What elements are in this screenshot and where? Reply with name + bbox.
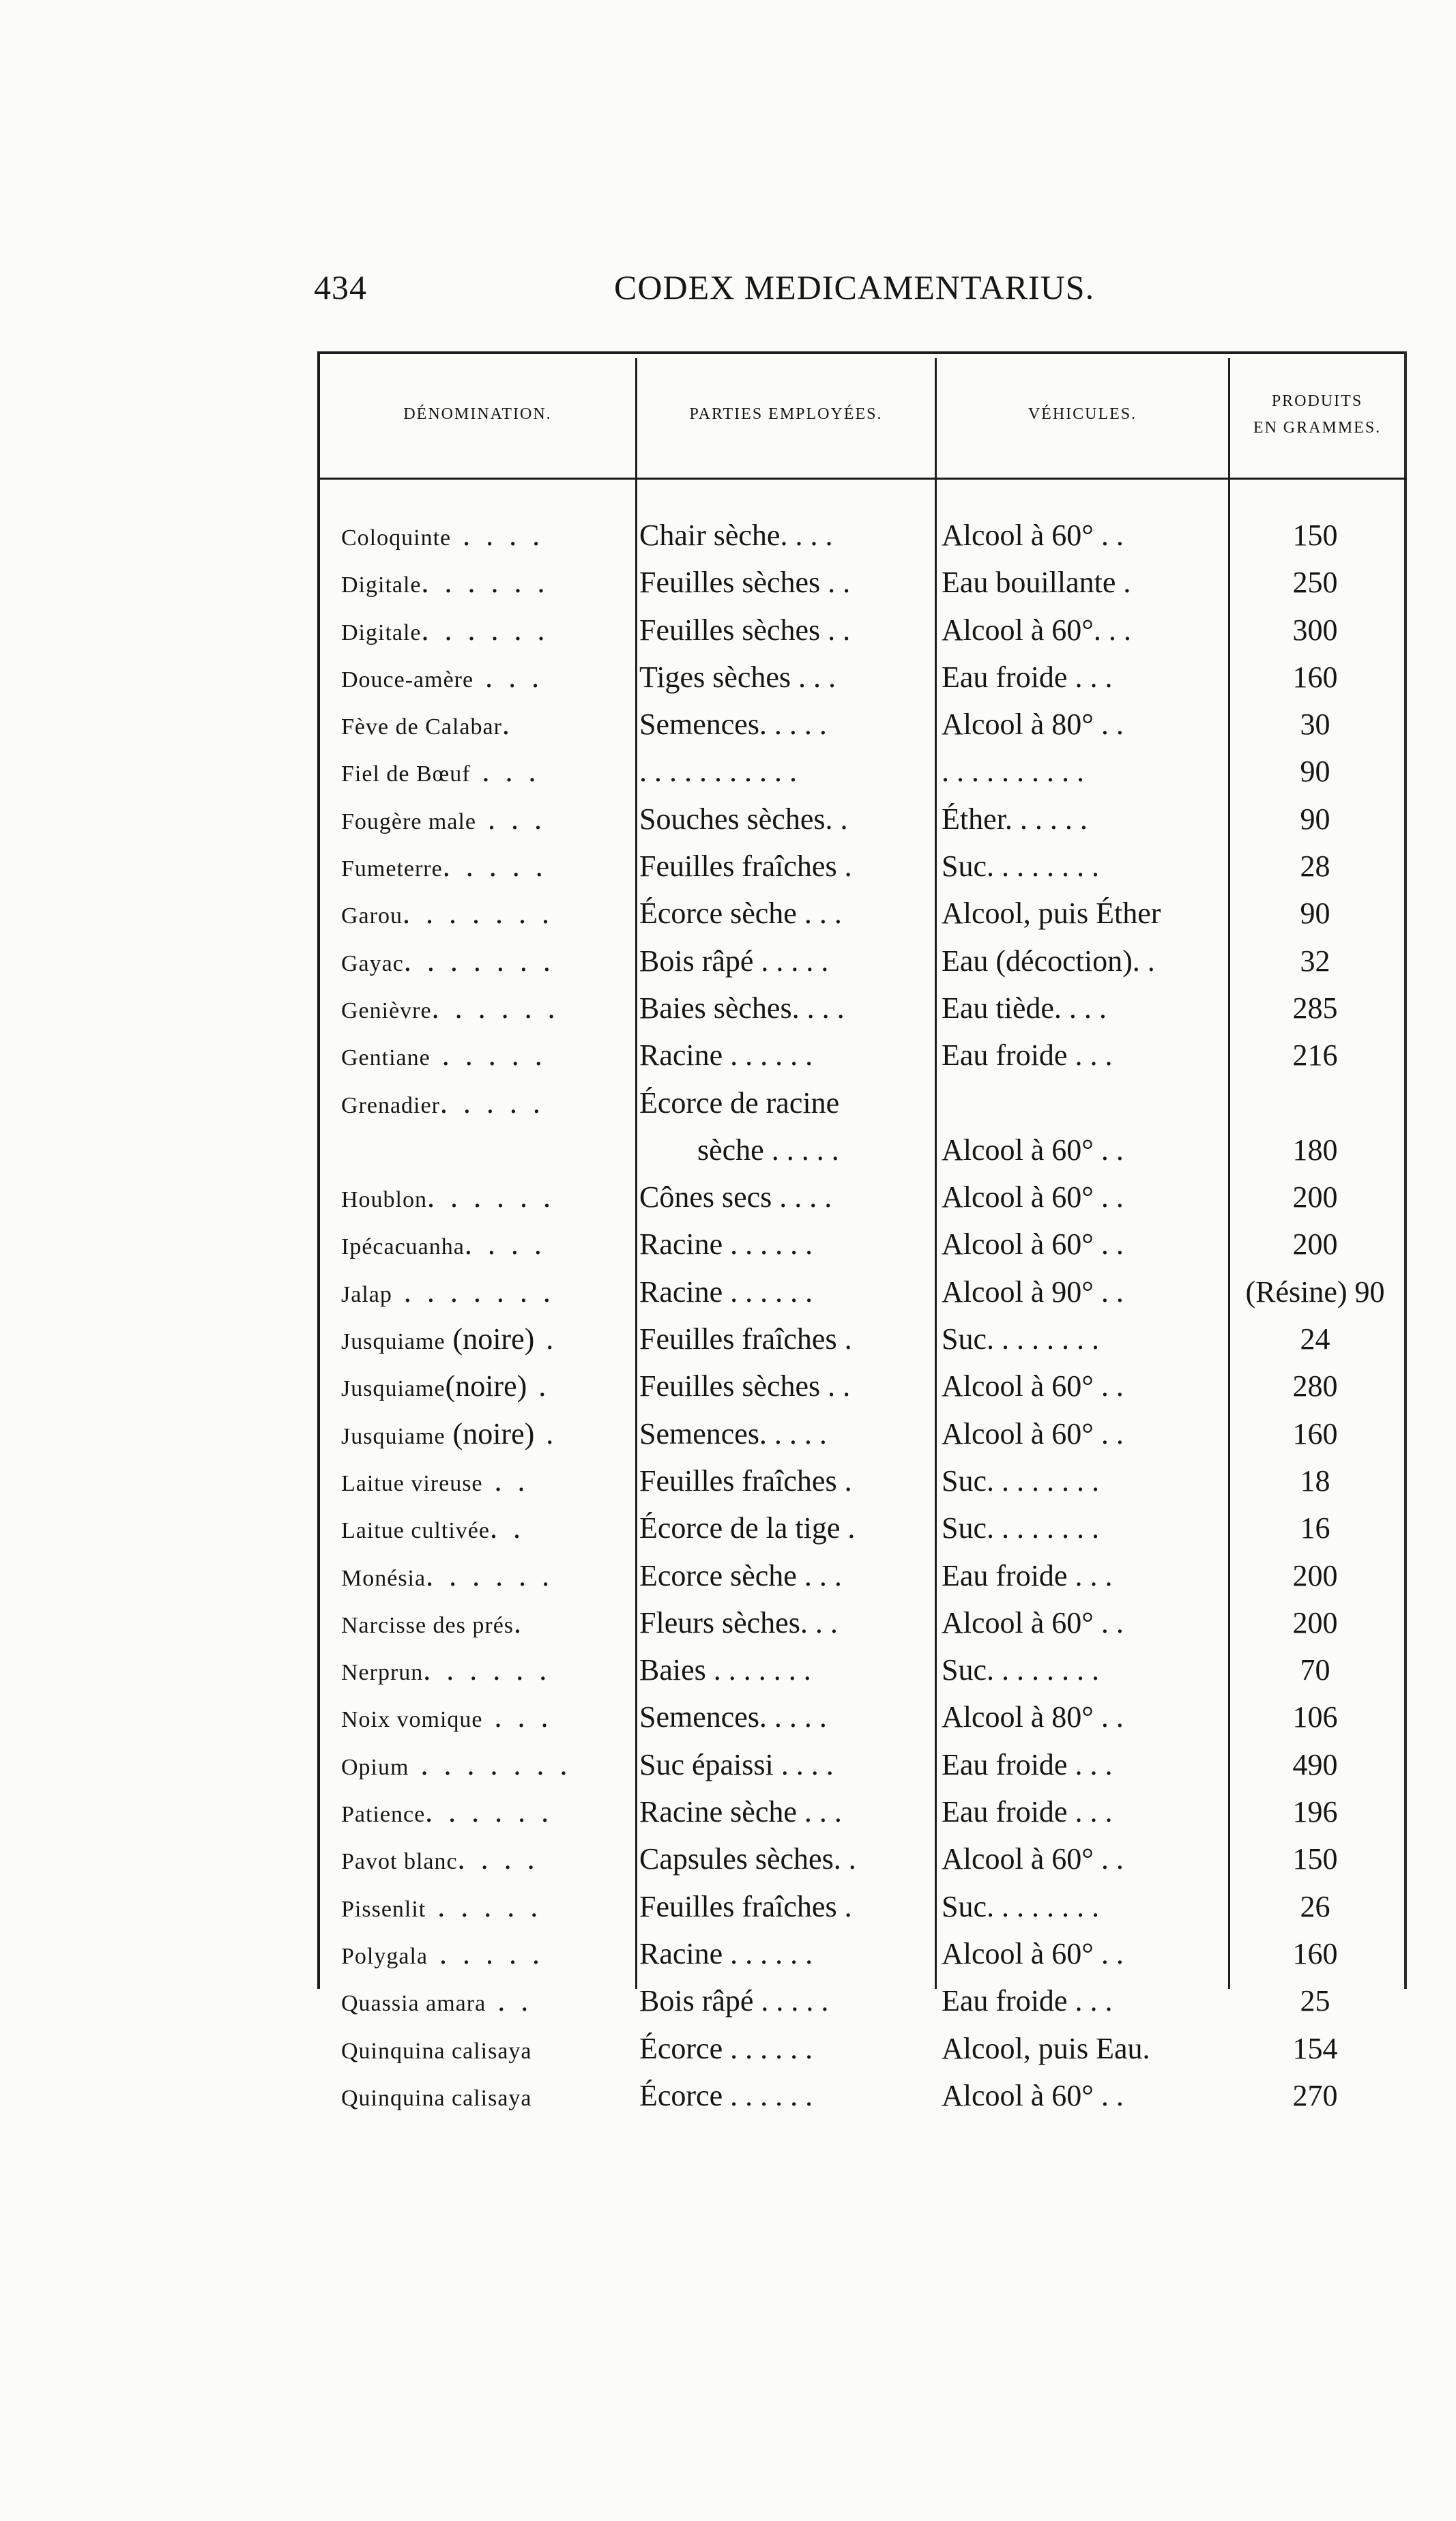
parties-cell: Écorce de racine	[639, 1085, 840, 1120]
table-row	[317, 1883, 1407, 1930]
denomination-name: Genièvre	[341, 997, 432, 1023]
parties-cell: Racine . . . . . .	[639, 1936, 813, 1970]
product-cell: (Résine) 90	[1245, 1274, 1385, 1309]
vehicle-cell: Suc. . . . . . . .	[942, 1463, 1099, 1498]
parties-cell: Feuilles sèches . .	[639, 566, 851, 600]
page-header	[314, 267, 1406, 315]
parties-cell: Racine . . . . . .	[639, 1038, 813, 1073]
vehicle-cell: Alcool à 60° . .	[942, 1842, 1124, 1876]
denomination-leader-dots: . . . . . . .	[403, 944, 555, 978]
table-row	[317, 1221, 1407, 1268]
product-cell: 18	[1300, 1463, 1330, 1498]
denomination-name: Monésia	[341, 1565, 426, 1591]
denomination-name: Jusquiame	[341, 1329, 446, 1355]
product-cell: 26	[1300, 1889, 1330, 1923]
vehicle-cell: Alcool à 60° . .	[942, 1416, 1124, 1451]
table-row	[317, 1741, 1407, 1788]
denomination-leader-dots: . . . . . .	[423, 1653, 551, 1687]
product-cell: 196	[1292, 1795, 1338, 1829]
denomination-name: Laitue cultivée	[341, 1518, 490, 1544]
denomination-cell	[341, 654, 660, 703]
denomination-leader-dots: . . . .	[451, 519, 544, 552]
denomination-name: Patience	[341, 1802, 426, 1828]
vehicle-cell: Eau tiède. . . .	[942, 991, 1107, 1025]
vehicle-cell: Alcool à 60° . .	[942, 1180, 1124, 1214]
denomination-name: Laitue vireuse	[341, 1470, 483, 1496]
table-row	[317, 1079, 1407, 1126]
table-row	[317, 1362, 1407, 1410]
denomination-cell	[341, 1646, 660, 1696]
product-cell: 300	[1292, 613, 1338, 647]
denomination-qualifier: (noire)	[445, 1369, 527, 1403]
denomination-cell	[341, 1410, 660, 1460]
table-row	[317, 559, 1407, 606]
vehicle-cell: Alcool à 80° . .	[942, 1700, 1124, 1734]
denomination-leader-dots: . . . . . .	[426, 1558, 554, 1592]
product-cell: 25	[1300, 1984, 1330, 2018]
denomination-name: Noix vomique	[341, 1707, 483, 1733]
product-cell: 216	[1292, 1038, 1338, 1073]
denomination-name: Gayac	[341, 950, 404, 976]
denomination-name: Jusquiame	[341, 1376, 446, 1402]
product-cell: 200	[1292, 1605, 1338, 1640]
table-row	[317, 843, 1407, 890]
denomination-leader-dots: . . . . . . .	[392, 1274, 555, 1309]
running-title: CODEX MEDICAMENTARIUS.	[614, 268, 1095, 306]
product-cell: 24	[1300, 1322, 1330, 1356]
table-row	[317, 701, 1407, 748]
product-cell: 160	[1292, 1936, 1338, 1970]
product-cell: 160	[1292, 660, 1338, 694]
parties-cell: Bois râpé . . . . .	[639, 944, 829, 978]
header-produits-line1: PRODUITS	[1271, 392, 1363, 411]
parties-cell: Baies . . . . . . .	[639, 1653, 811, 1687]
denomination-cell	[341, 607, 660, 656]
header-vehicules: VÉHICULES.	[1028, 405, 1137, 424]
vehicle-cell: Alcool à 60° . .	[942, 2078, 1124, 2112]
product-cell: 160	[1292, 1416, 1338, 1451]
vehicle-cell: Suc. . . . . . . .	[942, 1322, 1099, 1356]
table-row	[317, 607, 1407, 654]
table-row	[317, 512, 1407, 559]
vehicle-cell: Suc. . . . . . . .	[942, 1889, 1099, 1923]
vehicle-cell: Alcool à 90° . .	[942, 1274, 1124, 1309]
parties-cell: Racine . . . . . .	[639, 1274, 813, 1309]
table-row	[317, 1410, 1407, 1457]
parties-cell: . . . . . . . . . . .	[639, 755, 797, 789]
denomination-name: Narcisse des prés	[341, 1612, 514, 1638]
table-row	[317, 985, 1407, 1032]
denomination-name: Gentiane	[341, 1045, 431, 1071]
parties-cell: Semences. . . . .	[639, 708, 827, 742]
table-row	[317, 1552, 1407, 1599]
page-number: 434	[314, 268, 367, 306]
parties-cell: Souches sèches. .	[639, 802, 848, 836]
denomination-cell	[341, 1883, 660, 1933]
product-cell: 30	[1300, 708, 1330, 742]
parties-cell: Feuilles fraîches .	[639, 1322, 852, 1356]
denomination-name: Jusquiame	[341, 1423, 446, 1449]
header-produits	[1230, 351, 1404, 478]
denomination-name: Fiel de Bœuf	[341, 761, 471, 787]
table-row	[317, 1835, 1407, 1882]
denomination-qualifier: (noire)	[445, 1322, 535, 1356]
table-row	[317, 1693, 1407, 1740]
denomination-leader-dots: . . . . . .	[421, 566, 549, 600]
vehicle-cell: Suc. . . . . . . .	[942, 1511, 1099, 1545]
parties-cell: Chair sèche. . . .	[639, 519, 833, 552]
table-row	[317, 1126, 1407, 1174]
product-cell: 16	[1300, 1511, 1330, 1545]
table-row	[317, 1032, 1407, 1079]
product-cell: 150	[1292, 519, 1338, 552]
parties-cell: Feuilles sèches . .	[639, 613, 851, 647]
denomination-leader-dots: .	[514, 1605, 526, 1640]
table-row	[317, 937, 1407, 985]
parties-cell: Feuilles fraîches .	[639, 1463, 852, 1498]
denomination-leader-dots: . . . . . .	[421, 613, 549, 647]
denomination-cell	[341, 1552, 660, 1602]
denomination-leader-dots: . . . . .	[427, 1936, 544, 1970]
denomination-cell	[341, 1174, 660, 1223]
denomination-cell	[341, 796, 660, 845]
parties-cell: Bois râpé . . . . .	[639, 1984, 829, 2018]
vehicle-cell: Alcool à 60° . .	[942, 1133, 1124, 1167]
denomination-name: Fumeterre	[341, 856, 443, 882]
product-cell: 285	[1292, 991, 1338, 1025]
denomination-leader-dots: . . . . . . .	[402, 897, 553, 931]
vehicle-cell: Eau froide . . .	[942, 1558, 1113, 1592]
denomination-name: Garou	[341, 903, 403, 929]
product-cell: 106	[1292, 1700, 1338, 1734]
table-body	[317, 512, 1407, 2119]
denomination-cell	[341, 559, 660, 609]
denomination-name: Houblon	[341, 1187, 427, 1213]
denomination-name: Grenadier	[341, 1092, 440, 1118]
denomination-name: Digitale	[341, 620, 422, 645]
vehicle-cell: Eau froide . . .	[942, 660, 1113, 694]
denomination-cell	[341, 1457, 660, 1507]
vehicle-cell: Alcool à 60° . .	[942, 1227, 1124, 1262]
parties-cell: Écorce sèche . . .	[639, 897, 842, 931]
product-cell: 32	[1300, 944, 1330, 978]
header-produits-line2: EN GRAMMES.	[1253, 418, 1382, 437]
denomination-leader-dots: . .	[489, 1511, 525, 1545]
denomination-cell	[341, 1977, 660, 2027]
table-row	[317, 1599, 1407, 1646]
table-row	[317, 1315, 1407, 1362]
parties-cell: Fleurs sèches. . .	[639, 1605, 838, 1640]
denomination-cell	[341, 1079, 660, 1129]
product-cell: 180	[1292, 1133, 1338, 1167]
denomination-name: Polygala	[341, 1943, 428, 1969]
denomination-cell	[341, 1504, 660, 1554]
table-row	[317, 796, 1407, 843]
parties-cell: Cônes secs . . . .	[639, 1180, 832, 1214]
table-row	[317, 1457, 1407, 1504]
denomination-name: Douce-amère	[341, 667, 474, 693]
product-cell: 90	[1300, 755, 1330, 789]
parties-cell: sèche . . . . .	[697, 1133, 839, 1167]
table-row	[317, 1930, 1407, 1977]
denomination-leader-dots: .	[534, 1322, 558, 1356]
product-cell: 200	[1292, 1227, 1338, 1262]
parties-cell: Capsules sèches. .	[639, 1842, 856, 1876]
denomination-name: Quassia amara	[341, 1991, 486, 2017]
vehicle-cell: Suc. . . . . . . .	[942, 1653, 1099, 1687]
product-cell: 154	[1292, 2031, 1338, 2065]
vehicle-cell: Alcool à 60° . .	[942, 1605, 1124, 1640]
parties-cell: Feuilles fraîches .	[639, 1889, 852, 1923]
denomination-name: Opium	[341, 1754, 409, 1780]
parties-cell: Écorce . . . . . .	[639, 2031, 813, 2065]
denomination-cell	[341, 1741, 660, 1791]
header-parties: PARTIES EMPLOYÉES.	[689, 405, 883, 424]
product-cell: 150	[1292, 1842, 1338, 1876]
table-row	[317, 1174, 1407, 1221]
vehicle-cell: Alcool à 60° . .	[942, 1369, 1124, 1403]
vehicle-cell: Eau froide . . .	[942, 1747, 1113, 1781]
header-bottom-rule	[317, 478, 1407, 480]
denomination-cell	[341, 1032, 660, 1081]
denomination-name: Nerprun	[341, 1660, 424, 1686]
parties-cell: Feuilles sèches . .	[639, 1369, 851, 1403]
parties-cell: Écorce de la tige .	[639, 1511, 856, 1545]
denomination-cell	[341, 2072, 660, 2122]
denomination-name: Quinquina calisaya	[341, 2085, 532, 2111]
denomination-leader-dots: . . . . . .	[425, 1795, 553, 1829]
denomination-name: Ipécacuanha	[341, 1234, 465, 1260]
denomination-cell	[341, 748, 660, 798]
denomination-cell	[341, 890, 660, 939]
product-cell: 70	[1300, 1653, 1330, 1687]
vehicle-cell: Alcool, puis Éther	[942, 897, 1161, 931]
vehicle-cell: Suc. . . . . . . .	[942, 849, 1099, 884]
vehicle-cell: Eau (décoction). .	[942, 944, 1155, 978]
table-row	[317, 1268, 1407, 1315]
vehicle-cell: Éther. . . . . .	[942, 802, 1088, 836]
vehicle-cell: Eau froide . . .	[942, 1795, 1113, 1829]
product-cell: 280	[1292, 1369, 1338, 1403]
product-cell: 270	[1292, 2078, 1338, 2112]
denomination-leader-dots: .	[501, 708, 514, 742]
table-row	[317, 2072, 1407, 2119]
denomination-leader-dots: .	[527, 1369, 551, 1403]
denomination-leader-dots: . . . .	[457, 1842, 539, 1876]
denomination-leader-dots: . . . . .	[426, 1889, 542, 1923]
product-cell: 90	[1300, 802, 1330, 836]
denomination-leader-dots: . . . . . .	[427, 1180, 555, 1214]
denomination-name: Fougère male	[341, 808, 476, 834]
vehicle-cell: Eau bouillante .	[942, 566, 1131, 600]
denomination-name: Coloquinte	[341, 525, 452, 551]
denomination-leader-dots: . . . . .	[430, 1038, 547, 1073]
product-cell: 200	[1292, 1180, 1338, 1214]
product-cell: 90	[1300, 897, 1330, 931]
vehicle-cell: . . . . . . . . . .	[942, 755, 1084, 789]
denomination-leader-dots: . .	[486, 1984, 533, 2018]
denomination-cell	[341, 1930, 660, 1980]
denomination-leader-dots: . . .	[476, 802, 546, 836]
denomination-name: Jalap	[341, 1281, 392, 1307]
vehicle-cell: Alcool à 60° . .	[942, 1936, 1124, 1970]
parties-cell: Feuilles fraîches .	[639, 849, 852, 884]
denomination-cell	[341, 1788, 660, 1838]
product-cell: 200	[1292, 1558, 1338, 1592]
denomination-leader-dots: . . .	[470, 755, 540, 789]
parties-cell: Semences. . . . .	[639, 1416, 827, 1451]
denomination-name: Pissenlit	[341, 1896, 426, 1922]
denomination-cell	[341, 1835, 660, 1885]
table-row	[317, 654, 1407, 701]
vehicle-cell: Eau froide . . .	[942, 1038, 1113, 1073]
product-cell: 490	[1292, 1747, 1338, 1781]
denomination-qualifier: (noire)	[445, 1416, 535, 1451]
header-denomination: DÉNOMINATION.	[403, 405, 552, 424]
parties-cell: Tiges sèches . . .	[639, 660, 836, 694]
parties-cell: Racine . . . . . .	[639, 1227, 813, 1262]
denomination-name: Digitale	[341, 572, 422, 598]
denomination-cell	[341, 2025, 660, 2075]
vehicle-cell: Alcool à 60° . .	[942, 519, 1124, 552]
denomination-cell	[341, 985, 660, 1034]
table-row	[317, 890, 1407, 937]
product-cell: 28	[1300, 849, 1330, 884]
denomination-leader-dots: . . .	[482, 1700, 553, 1734]
vehicle-cell: Alcool à 60°. . .	[942, 613, 1131, 647]
vehicle-cell: Alcool, puis Eau.	[942, 2031, 1150, 2065]
denomination-name: Pavot blanc	[341, 1849, 458, 1875]
denomination-leader-dots: . .	[482, 1463, 529, 1498]
denomination-name: Quinquina calisaya	[341, 2038, 532, 2064]
denomination-cell	[341, 937, 660, 987]
denomination-cell	[341, 701, 660, 751]
denomination-leader-dots: . . . .	[464, 1227, 546, 1262]
denomination-leader-dots: . . . . .	[442, 849, 547, 884]
denomination-cell	[341, 1599, 660, 1649]
table-row	[317, 1646, 1407, 1693]
denomination-cell	[341, 512, 660, 562]
denomination-leader-dots: . . . . . . .	[409, 1747, 572, 1781]
table-row	[317, 748, 1407, 795]
denomination-leader-dots: . . .	[474, 660, 544, 694]
preparations-table	[317, 351, 1407, 2316]
parties-cell: Suc épaissi . . . .	[639, 1747, 834, 1781]
denomination-cell	[341, 1362, 660, 1412]
parties-cell: Semences. . . . .	[639, 1700, 827, 1734]
vehicle-cell: Alcool à 80° . .	[942, 708, 1124, 742]
denomination-leader-dots: . . . . .	[439, 1085, 544, 1120]
table-row	[317, 2025, 1407, 2072]
parties-cell: Baies sèches. . . .	[639, 991, 845, 1025]
denomination-cell	[341, 843, 660, 892]
product-cell: 250	[1292, 566, 1338, 600]
denomination-name: Fève de Calabar	[341, 714, 502, 740]
vehicle-cell: Eau froide . . .	[942, 1984, 1113, 2018]
denomination-cell	[341, 1268, 660, 1318]
parties-cell: Racine sèche . . .	[639, 1795, 842, 1829]
table-row	[317, 1977, 1407, 2024]
denomination-cell	[341, 1693, 660, 1743]
table-row	[317, 1788, 1407, 1835]
denomination-leader-dots: . . . . . .	[431, 991, 559, 1025]
denomination-leader-dots: .	[534, 1416, 558, 1451]
denomination-cell	[341, 1221, 660, 1270]
parties-cell: Ecorce sèche . . .	[639, 1558, 842, 1592]
denomination-cell	[341, 1315, 660, 1365]
table-row	[317, 1504, 1407, 1551]
parties-cell: Écorce . . . . . .	[639, 2078, 813, 2112]
